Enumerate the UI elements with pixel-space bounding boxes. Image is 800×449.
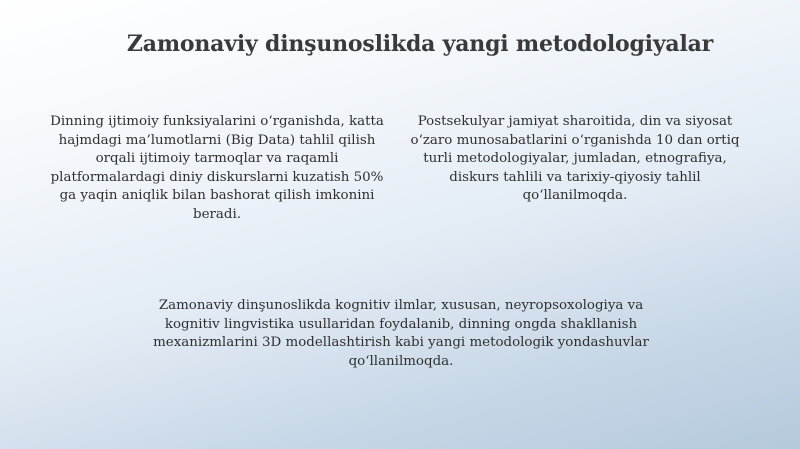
left-text-block: Dinning ijtimoiy funksiyalarini o‘rganishda, katta hajmdagi ma’lumotlarni (Big Data) tahlil qilish orqali ijtimoiy tarmoqlar va raqamli platformalardagi diniy diskurslarni kuzatish 50% ga yaqin aniqlik bilan bashorat qilish imkonini beradi. (50, 114, 384, 222)
slide-title: Zamonaviy dinşunoslikda yangi metodologiyalar (126, 31, 714, 57)
right-text-block: Postsekulyar jamiyat sharoitida, din va siyosat o‘zaro munosabatlarini o‘rganishda 10 dan ortiq turli metodologiyalar, jumladan, etnografiya, diskurs tahlili va tarixiy-qiyosiy tahlil qo‘llanilmoqda. (410, 114, 740, 204)
bottom-text-block: Zamonaviy dinşunoslikda kognitiv ilmlar, xususan, neyropsoxologiya va kognitiv lingvistika usullaridan foydalanib, dinning ongda shakllanish mexanizmlarini 3D modellashtirish kabi yangi metodologik yondashuvlar qo‘llanilmoqda. (153, 298, 649, 369)
